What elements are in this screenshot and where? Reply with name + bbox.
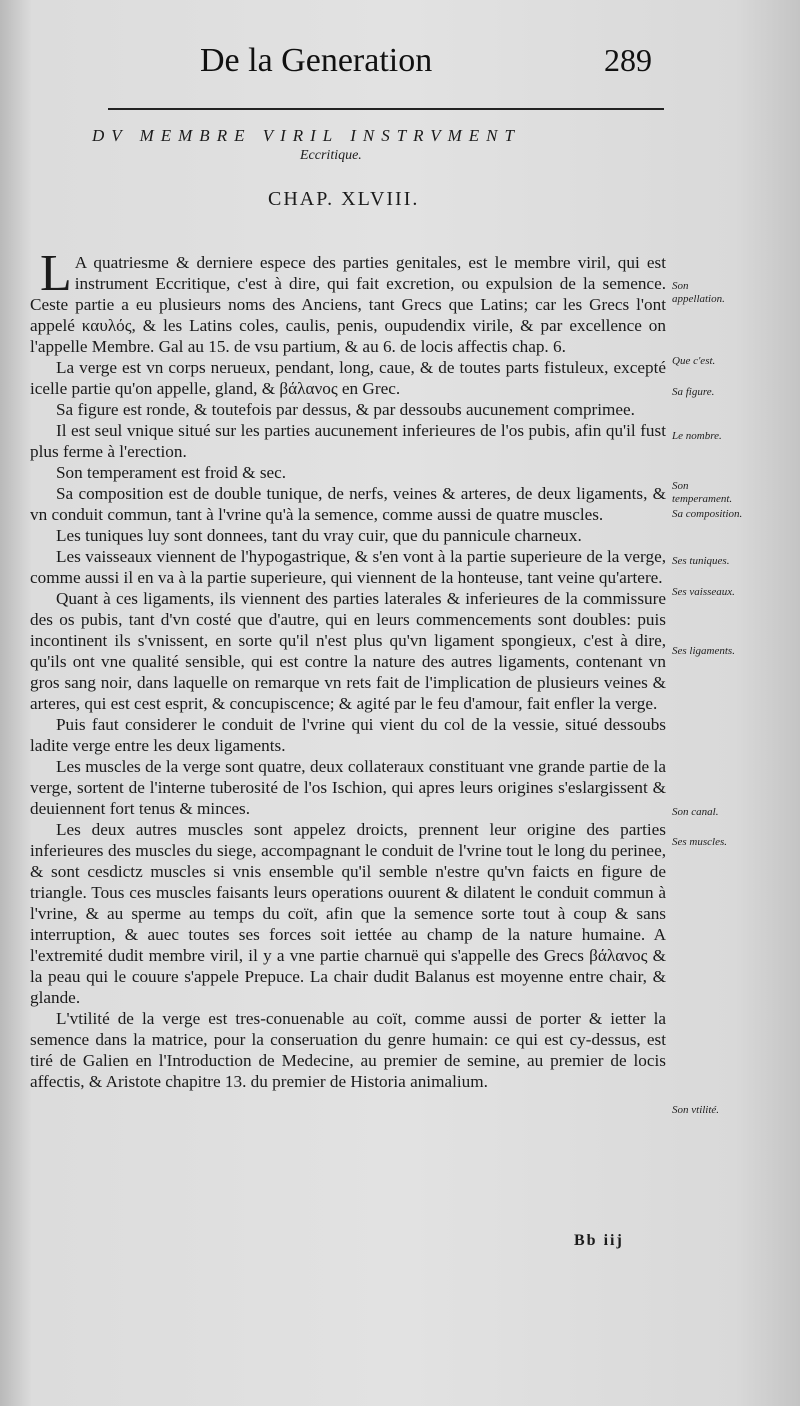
chapter-heading: DV MEMBRE VIRIL INSTRVMENT bbox=[92, 126, 521, 145]
chapter-subheading: Eccritique. bbox=[300, 148, 362, 163]
margin-note: Sa figure. bbox=[672, 386, 715, 398]
paragraph: Son temperament est froid & sec. bbox=[56, 463, 287, 482]
margin-note: Le nombre. bbox=[672, 430, 722, 442]
paragraph: Puis faut considerer le conduit de l'vrine qui vient du col de la vessie, situé dessoubs ladite verge entre les deux ligaments. bbox=[30, 715, 666, 755]
paragraph: Sa figure est ronde, & toutefois par dessus, & par dessoubs aucunement comprimee. bbox=[56, 400, 635, 419]
paragraph: Les vaisseaux viennent de l'hypogastrique, & s'en vont à la partie superieure de la verge, comme aussi il en va à la partie superieure, qui viennent de la honteuse, tant veine qu'artere. bbox=[30, 547, 666, 587]
page-number: 289 bbox=[604, 42, 652, 78]
paragraph: Sa composition est de double tunique, de nerfs, veines & arteres, de deux ligaments, & vn conduit commun, tant à l'vrine qu'à la semence, comme aussi de quatre muscles. bbox=[30, 484, 666, 524]
paragraph-text: A quatriesme & derniere espece des parties genitales, est le membre viril, qui est instrument Eccritique, c'est à dire, qui fait excretion, ou expulsion de la semence. Ceste partie a eu plusieurs noms des Anciens, tant Grecs que Latins; car les Grecs l'ont appelé καυλός, & les Latins coles, caulis, penis, oupudendix virile, & par excellence on l'appelle Membre. Gal au 15. de vsu partium, & au 6. de locis affectis chap. 6. bbox=[30, 253, 666, 356]
margin-note: Ses vaisseaux. bbox=[672, 586, 735, 598]
paragraph: Les muscles de la verge sont quatre, deux collateraux constituant vne grande partie de la verge, sortent de l'interne tuberosité de l'os Ischion, qui apres leurs origines s'eslargissent & deuiennent fort tenus & minces. bbox=[30, 757, 666, 818]
margin-note: Sa composition. bbox=[672, 508, 743, 520]
margin-note: Son appellation. bbox=[672, 280, 725, 305]
margin-note: Que c'est. bbox=[672, 355, 716, 367]
margin-note: Ses ligaments. bbox=[672, 645, 735, 657]
paragraph: Quant à ces ligaments, ils viennent des parties laterales & inferieures de la commissure des os pubis, tant d'vn costé que d'autre, qui en leurs commencements sont doubles: puis incontinent ils s'vnissent, en sorte qu'il n'est plus qu'vn ligament spongieux, c'est à dire, qu'ils ont vne qualité sensible, qui est contre la nature des autres ligaments, contenant vn gros sang noir, dans laquelle on remarque vn rets fait de l'implication de plusieurs veines & arteres, qui est cest esprit, & concupiscence; & agité par le feu d'amour, fait enfler la verge. bbox=[30, 589, 666, 713]
paragraph: Les deux autres muscles sont appelez droicts, prennent leur origine des parties inferieures des muscles du siege, accompagnant le conduit de l'vrine tout le long du perinee, & sont cesdictz muscles si vnis ensemble qu'il semble n'estre qu'vn faicts en figure de triangle. Tous ces muscles faisants leurs operations ouurent & dilatent le conduit commun à l'vrine, & au sperme au temps du coït, afin que la semence sorte tout à coup & sans interruption, & auec toutes ses forces soit iettée au champ de la nature humaine. A l'extremité dudit membre viril, il y a vne partie charnuë qui s'appelle des Grecs βάλανος & la peau qui le couure s'appele Prepuce. La chair dudit Balanus est moyenne entre chair, & glande. bbox=[30, 820, 666, 1007]
chapter-number: CHAP. XLVIII. bbox=[268, 188, 420, 210]
paragraph: L'vtilité de la verge est tres-conuenable au coït, comme aussi de porter & ietter la semence dans la matrice, pour la conseruation du genre humain: ce qui est cy-dessus, est tiré de Galien en l'Introduction de Medecine, au premier de semine, au premier de locis affectis, & Aristote chapitre 13. du premier de Historia animalium. bbox=[30, 1009, 666, 1091]
running-title: De la Generation bbox=[200, 42, 433, 79]
signature-mark: Bb iij bbox=[574, 1232, 624, 1249]
paragraph bbox=[30, 245, 666, 357]
body-text bbox=[30, 245, 666, 1092]
paragraph: Il est seul vnique situé sur les parties aucunement inferieures de l'os pubis, afin qu'il fust plus ferme à l'erection. bbox=[30, 421, 666, 461]
paragraph: La verge est vn corps nerueux, pendant, long, caue, & de toutes parts fistuleux, excepté icelle partie qu'on appelle, gland, & βάλανος en Grec. bbox=[30, 358, 666, 398]
margin-note: Ses muscles. bbox=[672, 836, 727, 848]
margin-note: Son temperament. bbox=[672, 480, 733, 505]
margin-note: Ses tuniques. bbox=[672, 555, 730, 567]
margin-note: Son vtilité. bbox=[672, 1104, 720, 1116]
header-rule bbox=[108, 108, 664, 110]
margin-note: Son canal. bbox=[672, 806, 719, 818]
drop-cap: L bbox=[40, 245, 72, 302]
paragraph: Les tuniques luy sont donnees, tant du vray cuir, que du pannicule charneux. bbox=[56, 526, 582, 545]
